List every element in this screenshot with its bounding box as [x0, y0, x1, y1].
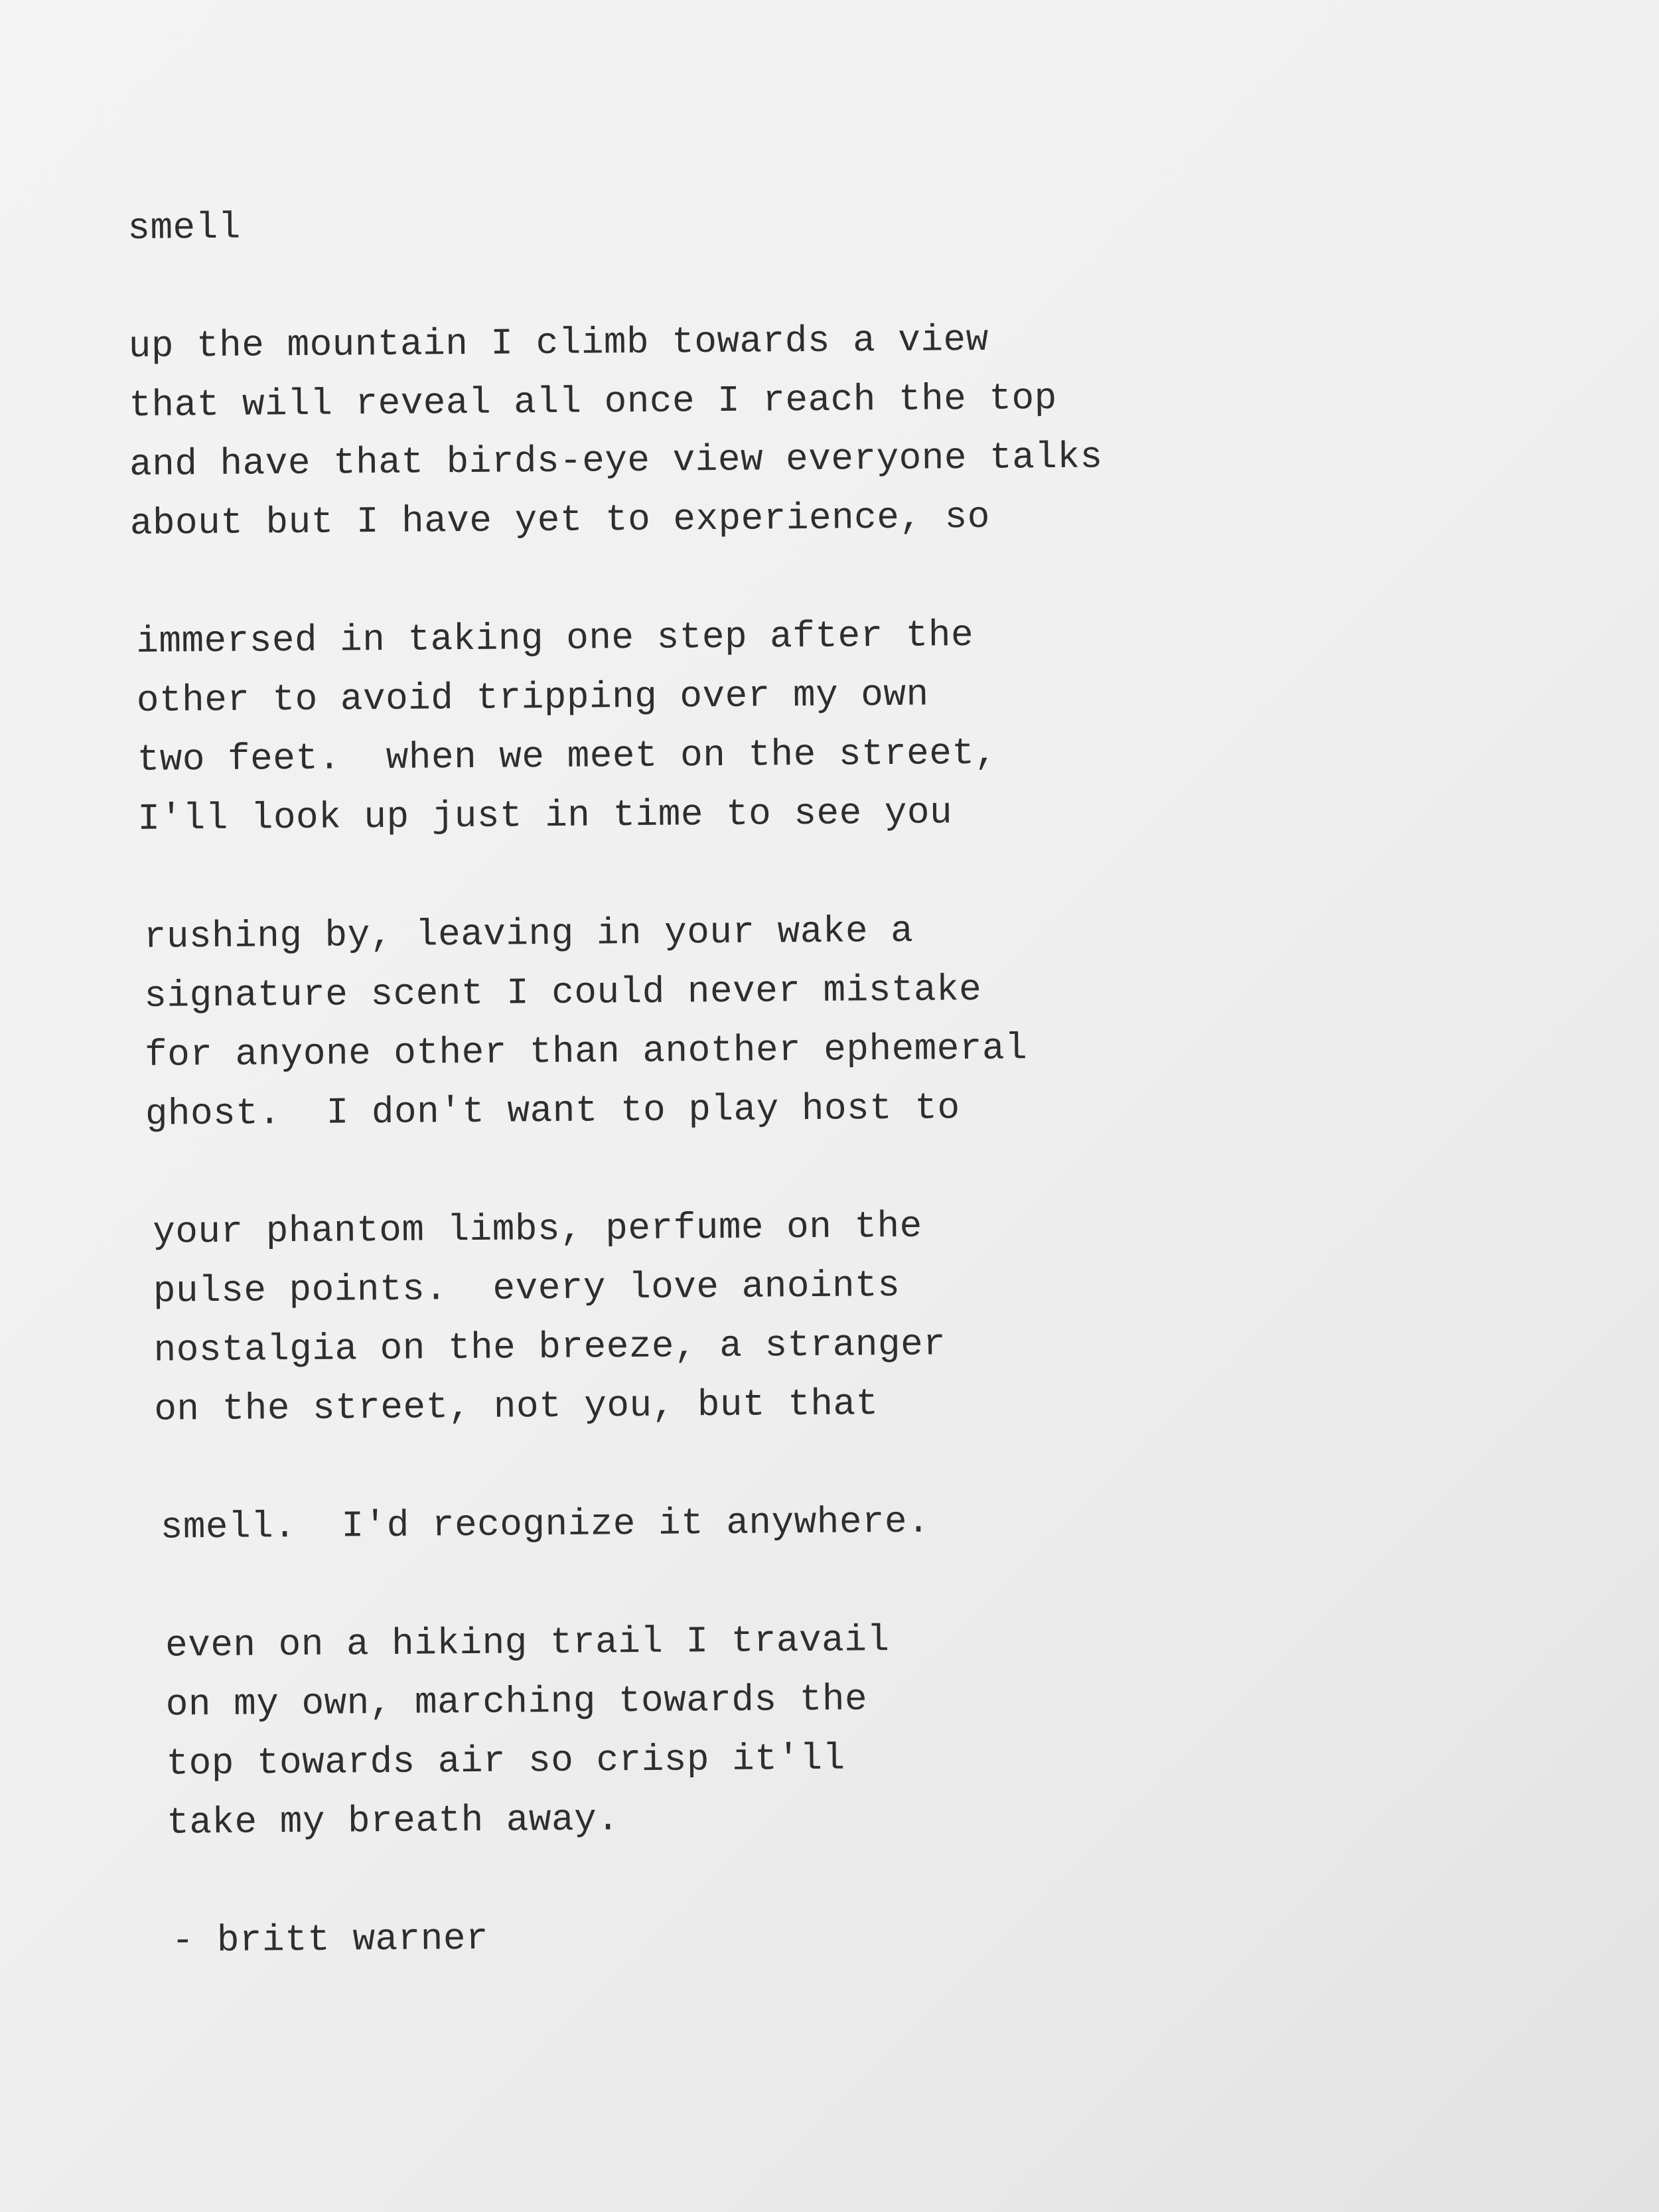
poem-line: your phantom limbs, perfume on the	[152, 1205, 923, 1254]
poem-line: and have that birds-eye view everyone talks	[129, 435, 1103, 486]
poem-line: ghost. I don't want to play host to	[145, 1086, 960, 1136]
poem-author: - britt warner	[171, 1917, 489, 1962]
stanza-6	[165, 1605, 1534, 1852]
poem-line: signature scent I could never mistake	[144, 968, 982, 1017]
poem-line: up the mountain I climb towards a view	[128, 318, 989, 368]
poem	[127, 188, 1535, 1971]
poem-line: about but I have yet to experience, so	[129, 495, 991, 545]
poem-line: nostalgia on the breeze, a stranger	[153, 1323, 946, 1372]
stanza-4	[153, 1192, 1531, 1439]
poem-line: I'll look up just in time to see you	[137, 791, 953, 840]
poem-line: that will reveal all once I reach the top	[129, 377, 1057, 427]
poem-line: on the street, not you, but that	[154, 1382, 879, 1431]
stanza-3	[143, 897, 1528, 1143]
poem-line: pulse points. every love anoints	[153, 1264, 901, 1313]
poem-line: take my breath away.	[166, 1798, 620, 1844]
stanza-5	[160, 1487, 1532, 1557]
poem-line: on my own, marching towards the	[165, 1678, 868, 1726]
poem-line: for anyone other than another ephemeral	[144, 1027, 1028, 1076]
poem-line: even on a hiking trail I travail	[165, 1619, 890, 1667]
poem-line: other to avoid tripping over my own	[136, 673, 929, 722]
poem-line: smell. I'd recognize it anywhere.	[160, 1500, 930, 1549]
stanza-2	[136, 601, 1526, 848]
poem-line: rushing by, leaving in your wake a	[143, 909, 914, 958]
poem-title: smell	[127, 206, 242, 250]
stanza-1	[128, 307, 1524, 553]
poem-line: top towards air so crisp it'll	[166, 1737, 845, 1785]
poem-line: immersed in taking one step after the	[135, 614, 974, 663]
poem-line: two feet. when we meet on the street,	[137, 731, 997, 781]
